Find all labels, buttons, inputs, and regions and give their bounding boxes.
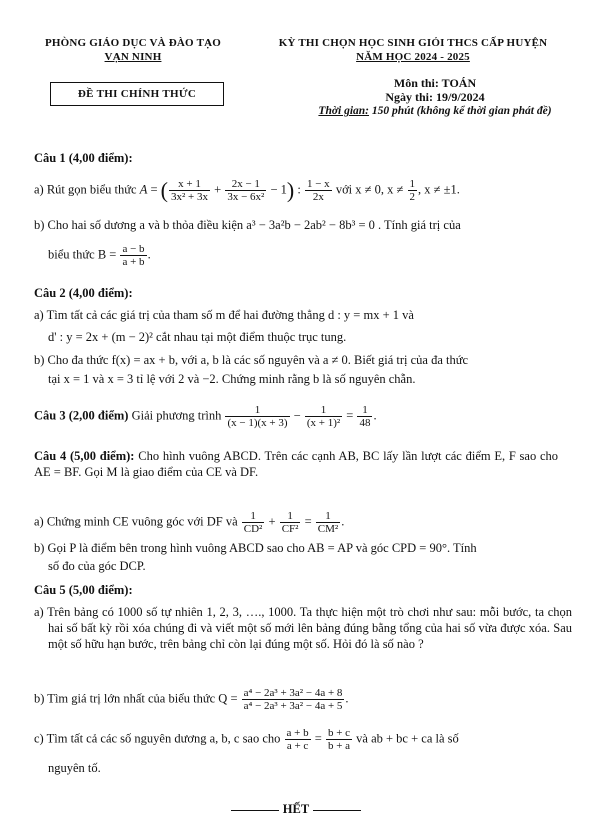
time-value: 150 phút (không kể thời gian phát đề)	[369, 105, 552, 117]
q1-b-line1: b) Cho hai số dương a và b thỏa điều kiện a³ − 3a²b − 2ab² − 8b³ = 0 . Tính giá trị của	[34, 218, 461, 232]
q2-a-line2: d' : y = 2x + (m − 2)² cắt nhau tại một điểm thuộc trục tung.	[48, 330, 347, 344]
q2-a-line1: a) Tìm tất cả các giá trị của tham số m để hai đường thẳng d : y = mx + 1 và	[34, 308, 414, 322]
q4-a-text: a) Chứng minh CE vuông góc với DF và	[34, 514, 238, 529]
q2-title: Câu 2 (4,00 điểm):	[34, 286, 133, 300]
q5-c-line2: nguyên tố.	[48, 761, 101, 775]
end-marker	[0, 802, 592, 817]
end-dash-right	[313, 810, 361, 811]
q5-b-text: b) Tìm giá trị lớn nhất của biểu thức Q =	[34, 691, 238, 706]
org-line-1: PHÒNG GIÁO DỤC VÀ ĐÀO TẠO	[44, 37, 222, 49]
exam-line-1: KỲ THI CHỌN HỌC SINH GIỎI THCS CẤP HUYỆN	[278, 37, 548, 49]
time-label: Thời gian:	[318, 105, 370, 117]
q1-a-prefix: a) Rút gọn biểu thức	[34, 182, 137, 197]
subject-label: Môn thi: TOÁN	[393, 76, 477, 90]
q1-title: Câu 1 (4,00 điểm):	[34, 151, 133, 165]
header-org	[18, 36, 248, 64]
q4-b-line2: số đo của góc DCP.	[48, 559, 146, 573]
q1-a-cond: với x ≠ 0, x ≠	[335, 182, 404, 197]
q1-b-expr-label: biểu thức B =	[48, 247, 117, 262]
q4-b-line1: b) Gọi P là điểm bên trong hình vuông ABCD sao cho AB = AP và góc CPD = 90°. Tính	[34, 541, 477, 555]
q2-b-line2: tại x = 1 và x = 3 tỉ lệ với 2 và −2. Chứng minh rằng b là số nguyên chẵn.	[48, 372, 416, 386]
q1-part-a: a) Rút gọn biểu thức A = ( $\frac{x + 1}{\text{3x² + 3x}}$ + $\frac{2x - 1}{\text{3x − 6x²}}$ − 1) : $\frac{1 - x}{2x}$ với x ≠ 0, x ≠ $\frac{1}{2}$ , x ≠ ±1.	[34, 177, 460, 203]
q3-line: Câu 3 (2,00 điểm) Giải phương trình $\frac{1}{(x - 1)(x + 3)}$ − $\frac{1}{\text{(x + 1)²}}$ = $\frac{1}{48}$ .	[34, 404, 377, 429]
header-exam	[252, 36, 574, 64]
q4-intro-block	[34, 448, 558, 480]
q4-title: Câu 4 (5,00 điểm):	[34, 449, 135, 463]
q4-intro: Cho hình vuông ABCD. Trên các cạnh AB, BC lấy lần lượt các điểm E, F sao cho AE = BF. Gọi M là giao điểm của CE và DF.	[34, 449, 558, 479]
q3-title: Câu 3 (2,00 điểm)	[34, 408, 129, 423]
q2-b-line1: b) Cho đa thức f(x) = ax + b, với a, b là các số nguyên và a ≠ 0. Biết giá trị của đa thức	[34, 353, 469, 367]
q5-a-text: a) Trên bảng có 1000 số tự nhiên 1, 2, 3, …., 1000. Ta thực hiện một trò chơi như sau: mỗi bước, ta chọn hai số bất kỳ rồi xóa chúng đi và viết một số mới lên bảng đúng bằng tổng của hai số vừa được xóa. Sau một số hữu hạn bước, trên bảng chỉ còn lại đúng một số. Hỏi đó là số nào ?	[34, 605, 572, 651]
q1-a-cond2: , x ≠ ±1.	[418, 182, 460, 197]
subject-block	[300, 76, 570, 118]
exam-time	[300, 104, 570, 118]
exam-line-2: NĂM HỌC 2024 - 2025	[356, 51, 470, 63]
org-line-2: VẠN NINH	[104, 51, 162, 63]
end-dash-left	[231, 810, 279, 811]
q4-part-a: a) Chứng minh CE vuông góc với DF và $\frac{1}{\text{CD²}}$ + $\frac{1}{\text{CF²}}$ = $\frac{1}{\text{CM²}}$ .	[34, 510, 345, 535]
q3-text: Giải phương trình	[128, 408, 222, 423]
q5-title: Câu 5 (5,00 điểm):	[34, 583, 133, 597]
q1-b-line2: biểu thức B = $\frac{a - b}{a + b}$ .	[48, 243, 151, 268]
end-text: HẾT	[282, 802, 310, 816]
q5-c-mid: và ab + bc + ca là số	[356, 731, 459, 746]
exam-date: Ngày thi: 19/9/2024	[385, 90, 485, 104]
official-exam-box: ĐỀ THI CHÍNH THỨC	[50, 82, 224, 106]
q5-part-b: b) Tìm giá trị lớn nhất của biểu thức Q = $\frac{\text{a⁴ − 2a³ + 3a² − 4a + 8}}{\text{a⁴ − 2a³ + 3a² − 4a + 5}}$ .	[34, 687, 349, 712]
q5-part-c: c) Tìm tất cả các số nguyên dương a, b, c sao cho $\frac{a + b}{a + c}$ = $\frac{b + c}{b + a}$ và ab + bc + ca là số	[34, 727, 459, 752]
q5-c-text: c) Tìm tất cả các số nguyên dương a, b, c sao cho	[34, 731, 281, 746]
